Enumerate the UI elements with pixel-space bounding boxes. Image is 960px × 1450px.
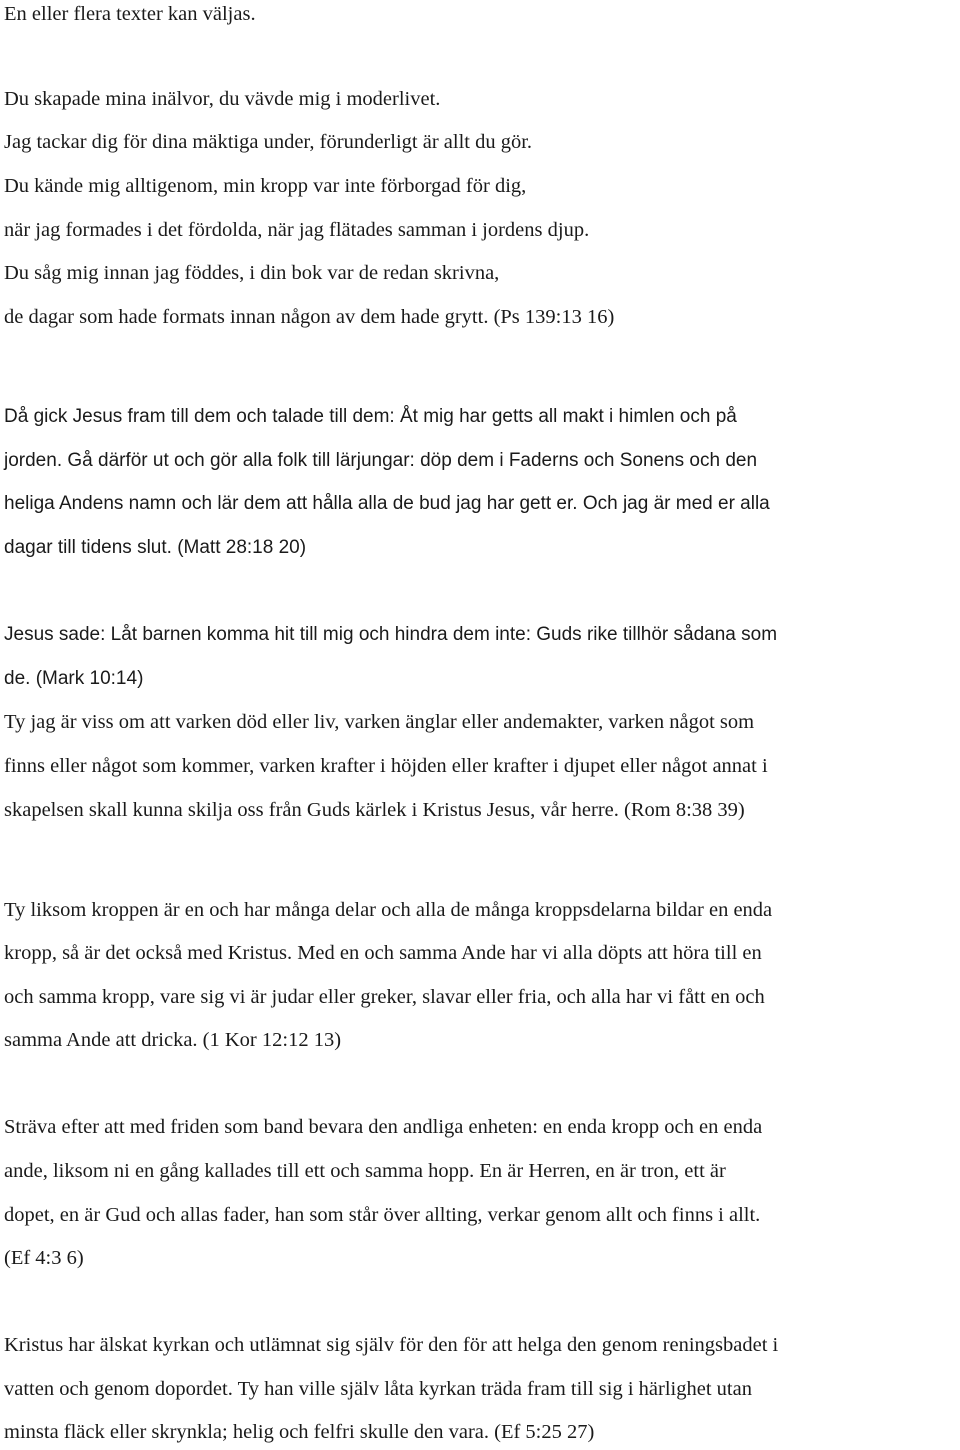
text-line: Ty liksom kroppen är en och har många delar och alla de många kroppsdelarna bildar en enda — [4, 899, 773, 921]
text-line: jorden. Gå därför ut och gör alla folk till lärjungar: döp dem i Faderns och Sonens och den — [4, 450, 758, 471]
text-line: Kristus har älskat kyrkan och utlämnat sig själv för den för att helga den genom reningsbadet i — [4, 1334, 779, 1356]
intro-text: En eller flera texter kan väljas. — [4, 3, 256, 25]
text-line: Du kände mig alltigenom, min kropp var inte förborgad för dig, — [4, 175, 527, 197]
text-line: heliga Andens namn och lär dem att hålla alla de bud jag har gett er. Och jag är med er alla — [4, 493, 770, 514]
text-line: vatten och genom dopordet. Ty han ville själv låta kyrkan träda fram till sig i härlighet utan — [4, 1378, 752, 1400]
text-line: Du såg mig innan jag föddes, i din bok var de redan skrivna, — [4, 262, 500, 284]
text-line: Jesus sade: Låt barnen komma hit till mig och hindra dem inte: Guds rike tillhör sådana som — [4, 624, 778, 645]
text-line: ande, liksom ni en gång kallades till ett och samma hopp. En är Herren, en är tron, ett är — [4, 1160, 726, 1182]
text-line: de dagar som hade formats innan någon av dem hade grytt. (Ps 139:13 16) — [4, 306, 615, 328]
text-line: minsta fläck eller skrynkla; helig och felfri skulle den vara. (Ef 5:25 27) — [4, 1421, 595, 1443]
text-line: dopet, en är Gud och allas fader, han som står över allting, verkar genom allt och finns i allt. — [4, 1204, 761, 1226]
text-line: skapelsen skall kunna skilja oss från Guds kärlek i Kristus Jesus, vår herre. (Rom 8:38 39) — [4, 799, 745, 821]
text-line: de. (Mark 10:14) — [4, 668, 144, 689]
text-line: Ty jag är viss om att varken död eller liv, varken änglar eller andemakter, varken något som — [4, 711, 755, 733]
text-line: Sträva efter att med friden som band bevara den andliga enheten: en enda kropp och en enda — [4, 1116, 763, 1138]
text-line: kropp, så är det också med Kristus. Med en och samma Ande har vi alla döpts att höra till en — [4, 942, 762, 964]
text-line: samma Ande att dricka. (1 Kor 12:12 13) — [4, 1029, 342, 1051]
text-line: Jag tackar dig för dina mäktiga under, förunderligt är allt du gör. — [4, 131, 533, 153]
text-line: och samma kropp, vare sig vi är judar eller greker, slavar eller fria, och alla har vi fått en och — [4, 986, 765, 1008]
text-line: dagar till tidens slut. (Matt 28:18 20) — [4, 537, 307, 558]
text-line: (Ef 4:3 6) — [4, 1247, 84, 1269]
text-line: finns eller något som kommer, varken krafter i höjden eller krafter i djupet eller något annat i — [4, 755, 768, 777]
text-line: när jag formades i det fördolda, när jag flätades samman i jordens djup. — [4, 219, 590, 241]
text-line: Du skapade mina inälvor, du vävde mig i moderlivet. — [4, 88, 441, 110]
text-line: Då gick Jesus fram till dem och talade till dem: Åt mig har getts all makt i himlen och på — [4, 406, 737, 427]
